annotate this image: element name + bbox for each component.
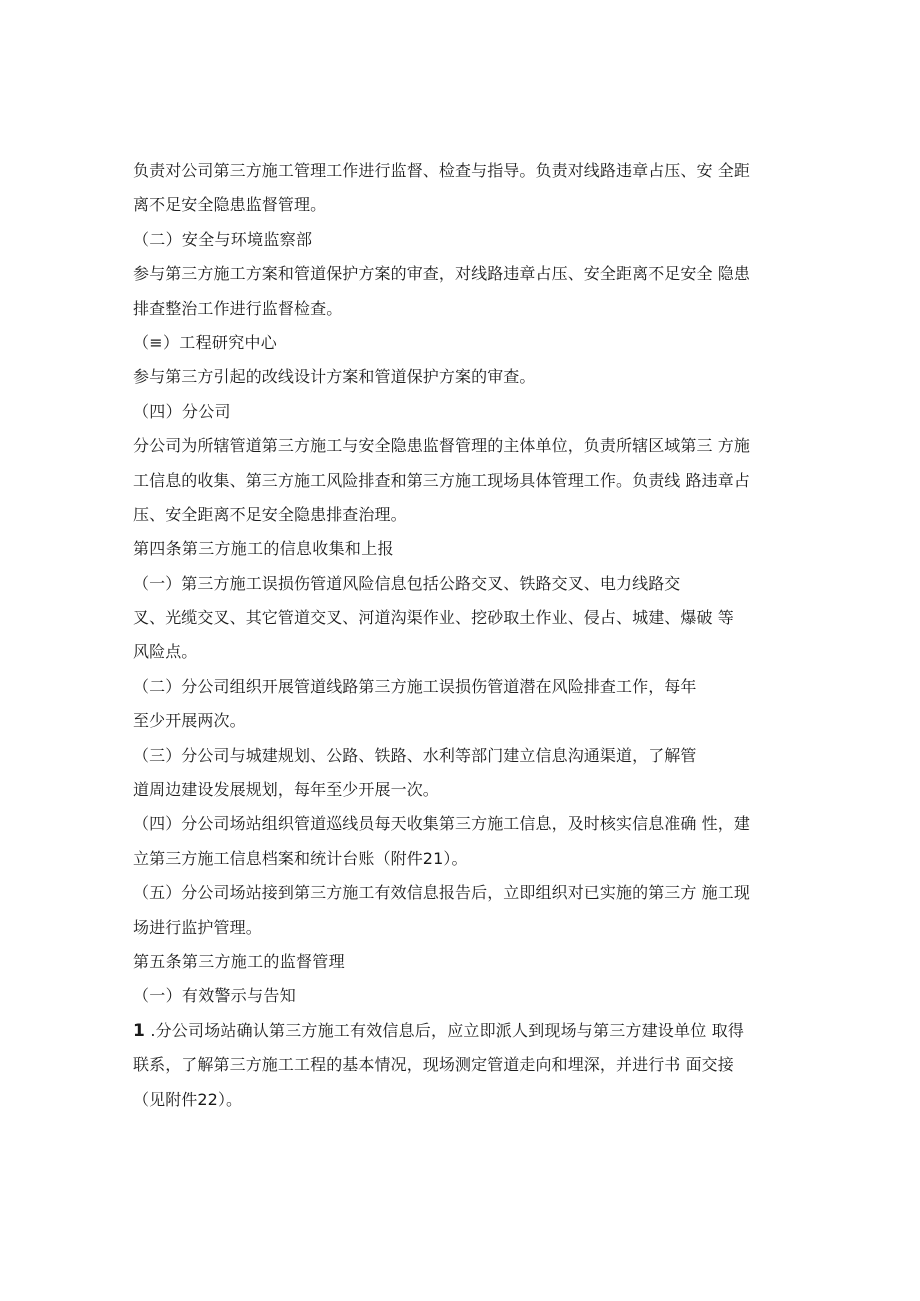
paragraph-line: 负责对公司第三方施工管理工作进行监督、检查与指导。负责对线路违章占压、安 全距 <box>133 161 750 180</box>
paragraph-line: 场进行监护管理。 <box>133 917 262 937</box>
paragraph-line: 工信息的收集、第三方施工风险排查和第三方施工现场具体管理工作。负责线 路违章占 <box>133 470 750 490</box>
paragraph-line: （三）分公司与城建规划、公路、铁路、水利等部门建立信息沟通渠道，了解管 <box>133 745 697 765</box>
paragraph-line: 道周边建设发展规划，每年至少开展一次。 <box>133 780 439 800</box>
section-heading: （四）分公司 <box>133 401 231 421</box>
section-heading: （一）有效警示与告知 <box>133 986 297 1006</box>
paragraph-line: 至少开展两次。 <box>133 711 246 731</box>
paragraph-line: 风险点。 <box>133 642 198 662</box>
paragraph-line: 离不足安全隐患监督管理。 <box>133 195 327 215</box>
paragraph-line: （二）分公司组织开展管道线路第三方施工误损伤管道潜在风险排查工作，每年 <box>133 676 697 696</box>
numbered-item-text: .分公司场站确认第三方施工有效信息后，应立即派人到现场与第三方建设单位 取得 <box>145 1020 745 1040</box>
paragraph-line: 参与第三方引起的改线设计方案和管道保护方案的审查。 <box>133 367 536 387</box>
section-heading: （二）安全与环境监察部 <box>133 229 313 249</box>
numbered-paragraph-line <box>133 1014 793 1048</box>
document-body <box>133 154 793 1117</box>
paragraph-line: 立第三方施工信息档案和统计台账（附件21）。 <box>133 848 468 868</box>
paragraph-line: （五）分公司场站接到第三方施工有效信息报告后，立即组织对已实施的第三方 施工现 <box>133 883 750 903</box>
paragraph-line: （一）第三方施工误损伤管道风险信息包括公路交叉、铁路交叉、电力线路交 <box>133 573 681 593</box>
paragraph-line: 排查整治工作进行监督检查。 <box>133 298 343 318</box>
paragraph-line: 压、安全距离不足安全隐患排查治理。 <box>133 504 407 524</box>
paragraph-line: 叉、光缆交叉、其它管道交叉、河道沟渠作业、挖砂取土作业、侵占、城建、爆破 等 <box>133 608 734 628</box>
section-heading: （≡）工程研究中心 <box>133 332 278 352</box>
paragraph-line: 联系，了解第三方施工工程的基本情况，现场测定管道走向和埋深，并进行书 面交接 <box>133 1055 734 1075</box>
paragraph-line: （四）分公司场站组织管道巡线员每天收集第三方施工信息，及时核实信息准确 性，建 <box>133 814 750 834</box>
paragraph-line: （见附件22）。 <box>133 1089 243 1109</box>
article-heading: 第四条第三方施工的信息收集和上报 <box>133 539 394 559</box>
paragraph-line: 分公司为所辖管道第三方施工与安全隐患监督管理的主体单位，负责所辖区域第三 方施 <box>133 436 750 456</box>
item-number: 1 <box>133 1020 146 1041</box>
article-heading: 第五条第三方施工的监督管理 <box>133 951 345 971</box>
paragraph-line: 参与第三方施工方案和管道保护方案的审查，对线路违章占压、安全距离不足安全 隐患 <box>133 264 750 284</box>
